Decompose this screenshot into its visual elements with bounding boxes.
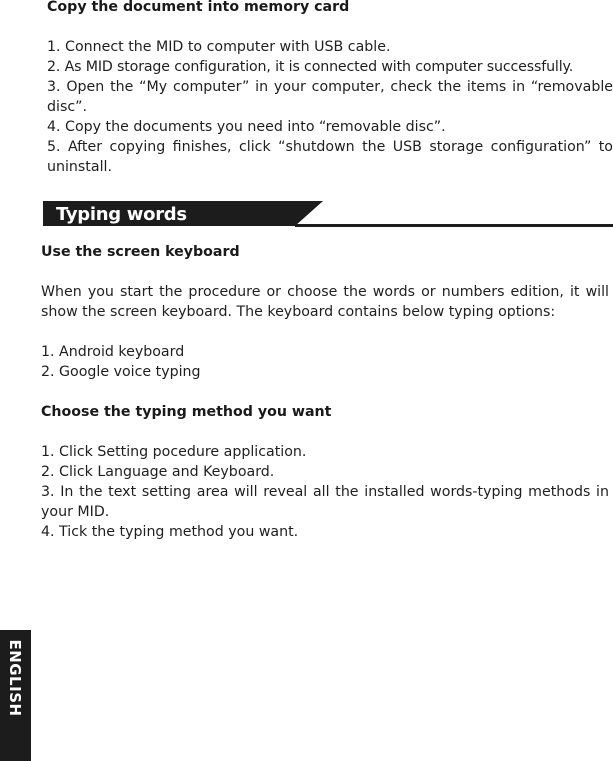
- section-heading-screen-keyboard: Use the screen keyboard: [41, 244, 240, 260]
- section-banner-typing-words: [43, 201, 613, 229]
- memory-step-3-line-2: disc”.: [47, 99, 87, 115]
- method-step-3-line-1: 3. In the text setting area will reveal all the installed words-typing methods in: [41, 484, 609, 500]
- memory-step-2: 2. As MID storage configuration, it is connected with computer successfully.: [47, 59, 574, 75]
- memory-step-5-line-2: uninstall.: [47, 159, 112, 175]
- method-step-2: 2. Click Language and Keyboard.: [41, 464, 275, 480]
- language-side-tab-label: ENGLISH: [6, 639, 24, 717]
- section-heading-typing-method: Choose the typing method you want: [41, 404, 332, 420]
- method-step-4: 4. Tick the typing method you want.: [41, 524, 299, 540]
- keyboard-paragraph-line-1: When you start the procedure or choose the words or numbers edition, it will: [41, 284, 609, 300]
- keyboard-paragraph-line-2: show the screen keyboard. The keyboard contains below typing options:: [41, 304, 556, 320]
- section-heading-copy-document: Copy the document into memory card: [47, 0, 350, 15]
- memory-step-3-line-1: 3. Open the “My computer” in your computer, check the items in “removable: [47, 79, 613, 95]
- banner-title: Typing words: [56, 204, 187, 225]
- method-step-3-line-2: your MID.: [41, 504, 110, 520]
- method-step-1: 1. Click Setting pocedure application.: [41, 444, 307, 460]
- keyboard-option-2: 2. Google voice typing: [41, 364, 201, 380]
- memory-step-1: 1. Connect the MID to computer with USB cable.: [47, 39, 391, 55]
- memory-step-5-line-1: 5. After copying finishes, click “shutdown the USB storage configuration” to: [47, 139, 613, 155]
- keyboard-option-1: 1. Android keyboard: [41, 344, 185, 360]
- memory-step-4: 4. Copy the documents you need into “removable disc”.: [47, 119, 446, 135]
